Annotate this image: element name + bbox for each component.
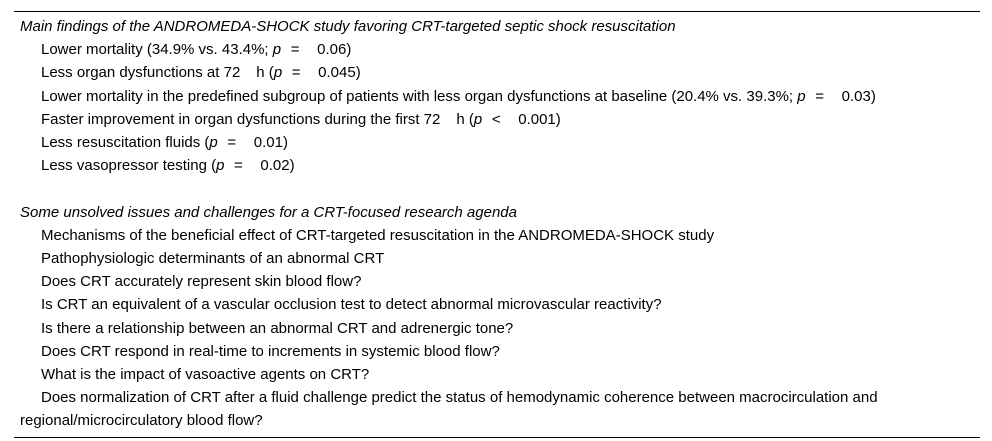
operator: =	[234, 157, 243, 175]
unit-text: h (	[456, 110, 474, 128]
close-paren: )	[870, 87, 876, 105]
p-symbol: p	[473, 110, 483, 128]
operator: =	[290, 41, 300, 59]
section-heading-findings: Main findings of the ANDROMEDA-SHOCK study favoring CRT-targeted septic shock resuscitation	[20, 18, 676, 35]
operator: =	[815, 87, 824, 105]
finding-item	[14, 61, 980, 84]
finding-item	[14, 108, 980, 131]
operator: <	[491, 110, 501, 128]
finding-text: Less organ dysfunctions at 72	[41, 64, 241, 82]
finding-item	[14, 131, 980, 154]
challenge-item: Does CRT accurately represent skin blood flow?	[41, 273, 362, 291]
finding-text: Less vasopressor testing (	[41, 157, 217, 175]
section-spacer	[14, 177, 980, 200]
p-value: 0.02	[260, 157, 290, 175]
p-symbol: p	[797, 87, 806, 105]
p-symbol: p	[216, 157, 225, 175]
finding-text: Lower mortality (34.9% vs. 43.4%;	[41, 41, 273, 59]
findings-table	[14, 11, 980, 438]
close-paren: )	[346, 41, 352, 59]
p-value: 0.06	[317, 41, 347, 59]
challenge-item: Mechanisms of the beneficial effect of CRT-targeted resuscitation in the ANDROMEDA-SHOCK study	[41, 226, 715, 244]
finding-item	[14, 38, 980, 61]
p-symbol: p	[273, 64, 283, 82]
section-heading-challenges: Some unsolved issues and challenges for a CRT-focused research agenda	[20, 203, 517, 221]
close-paren: )	[355, 64, 361, 82]
challenge-item: Is CRT an equivalent of a vascular occlusion test to detect abnormal microvascular reactivity?	[41, 296, 662, 314]
challenge-item: Does normalization of CRT after a fluid challenge predict the status of hemodynamic coherence between macrocirculation and regional/microcirculatory blood flow?	[20, 389, 878, 430]
close-paren: )	[289, 157, 295, 175]
p-symbol: p	[209, 134, 218, 152]
p-value: 0.03	[841, 87, 871, 105]
operator: =	[291, 64, 301, 82]
unit-text: h (	[256, 64, 274, 82]
p-value: 0.01	[253, 134, 283, 152]
p-symbol: p	[272, 41, 282, 59]
close-paren: )	[555, 110, 561, 128]
challenge-item: Pathophysiologic determinants of an abnormal CRT	[41, 250, 385, 268]
p-value: 0.001	[518, 110, 556, 128]
close-paren: )	[282, 134, 288, 152]
p-value: 0.045	[318, 64, 356, 82]
challenge-item: Does CRT respond in real-time to increments in systemic blood flow?	[41, 342, 500, 360]
challenge-item: Is there a relationship between an abnormal CRT and adrenergic tone?	[41, 319, 514, 337]
finding-item	[14, 85, 980, 108]
finding-text: Less resuscitation fluids (	[41, 134, 210, 152]
finding-text: Faster improvement in organ dysfunctions during the first 72	[41, 110, 441, 128]
finding-item	[14, 154, 980, 177]
challenge-item: What is the impact of vasoactive agents on CRT?	[41, 366, 370, 384]
finding-text: Lower mortality in the predefined subgroup of patients with less organ dysfunctions at baseline (20.4% vs. 39.3%;	[41, 87, 798, 105]
operator: =	[227, 134, 237, 152]
